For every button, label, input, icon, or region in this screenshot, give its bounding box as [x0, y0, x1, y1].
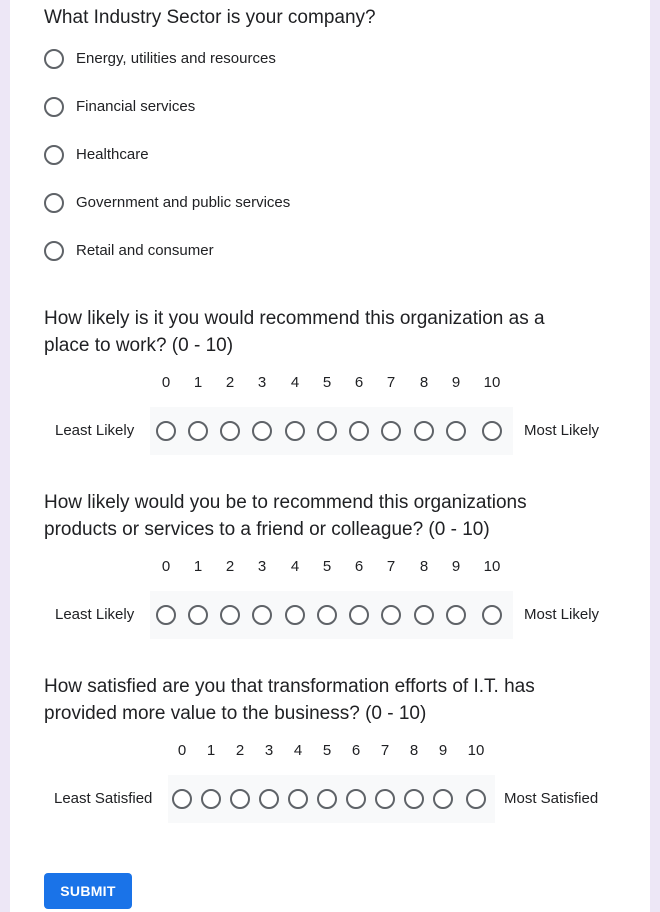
scale-number-2: 2: [235, 742, 245, 759]
scale-number-6: 6: [354, 558, 364, 575]
scale-high-label: Most Likely: [524, 606, 600, 623]
scale-radio-6[interactable]: [349, 605, 369, 625]
scale-radio-4[interactable]: [285, 605, 305, 625]
scale-number-8: 8: [409, 742, 419, 759]
title-line: products or services to a friend or colleague? (0 - 10): [44, 519, 490, 540]
scale-radio-8[interactable]: [414, 605, 434, 625]
scale-number-6: 6: [354, 374, 364, 391]
scale-high-label: Most Likely: [524, 422, 600, 439]
title-line: How likely would you be to recommend this organizations: [44, 492, 527, 513]
scale-number-8: 8: [419, 374, 429, 391]
scale-radio-10[interactable]: [466, 789, 486, 809]
scale-radio-4[interactable]: [288, 789, 308, 809]
scale-number-1: 1: [193, 374, 203, 391]
scale-radio-6[interactable]: [349, 421, 369, 441]
scale-radio-7[interactable]: [381, 421, 401, 441]
scale-low-label: Least Satisfied: [54, 790, 153, 807]
scale-number-1: 1: [206, 742, 216, 759]
scale-number-7: 7: [386, 558, 396, 575]
scale-number-5: 5: [322, 374, 332, 391]
scale-radio-1[interactable]: [188, 421, 208, 441]
scale-number-10: 10: [483, 374, 501, 391]
scale-number-3: 3: [264, 742, 274, 759]
question-it-satisfaction-title: [44, 673, 604, 727]
scale-number-2: 2: [225, 374, 235, 391]
scale-number-7: 7: [386, 374, 396, 391]
scale-high-label: Most Satisfied: [504, 790, 599, 807]
submit-button[interactable]: SUBMIT: [44, 873, 132, 909]
question-recommend-workplace-title: [44, 305, 604, 359]
scale-radio-1[interactable]: [201, 789, 221, 809]
scale-number-4: 4: [290, 374, 300, 391]
scale-radio-9[interactable]: [446, 421, 466, 441]
form-card: [10, 0, 650, 912]
radio-button[interactable]: [44, 97, 64, 117]
scale-low-label: Least Likely: [55, 606, 135, 623]
scale-radio-3[interactable]: [252, 605, 272, 625]
scale-number-0: 0: [177, 742, 187, 759]
scale-radio-7[interactable]: [381, 605, 401, 625]
scale-number-5: 5: [322, 742, 332, 759]
scale-radio-9[interactable]: [446, 605, 466, 625]
scale-radio-6[interactable]: [346, 789, 366, 809]
scale-low-label: Least Likely: [55, 422, 135, 439]
scale-radio-2[interactable]: [220, 421, 240, 441]
option-label: Energy, utilities and resources: [76, 50, 276, 67]
radio-button[interactable]: [44, 49, 64, 69]
scale-radio-5[interactable]: [317, 789, 337, 809]
scale-number-10: 10: [483, 558, 501, 575]
question-industry-title: What Industry Sector is your company?: [44, 7, 376, 28]
scale-radio-5[interactable]: [317, 421, 337, 441]
scale-number-3: 3: [257, 558, 267, 575]
scale-number-5: 5: [322, 558, 332, 575]
radio-button[interactable]: [44, 193, 64, 213]
option-label: Healthcare: [76, 146, 149, 163]
scale-number-4: 4: [293, 742, 303, 759]
title-line: place to work? (0 - 10): [44, 335, 234, 356]
radio-button[interactable]: [44, 241, 64, 261]
scale-number-9: 9: [451, 558, 461, 575]
scale-radio-0[interactable]: [156, 605, 176, 625]
scale-radio-1[interactable]: [188, 605, 208, 625]
scale-radio-4[interactable]: [285, 421, 305, 441]
option-label: Government and public services: [76, 194, 291, 211]
title-line: How likely is it you would recommend this organization as a: [44, 308, 545, 329]
scale-number-0: 0: [161, 558, 171, 575]
scale-number-2: 2: [225, 558, 235, 575]
title-line: How satisfied are you that transformation efforts of I.T. has: [44, 676, 535, 697]
scale-number-8: 8: [419, 558, 429, 575]
radio-button[interactable]: [44, 145, 64, 165]
scale-radio-10[interactable]: [482, 605, 502, 625]
scale-number-9: 9: [451, 374, 461, 391]
scale-number-1: 1: [193, 558, 203, 575]
scale-radio-3[interactable]: [259, 789, 279, 809]
scale-number-4: 4: [290, 558, 300, 575]
scale-number-0: 0: [161, 374, 171, 391]
scale-radio-5[interactable]: [317, 605, 337, 625]
scale-radio-7[interactable]: [375, 789, 395, 809]
question-recommend-products-title: [44, 489, 604, 543]
scale-number-3: 3: [257, 374, 267, 391]
option-label: Retail and consumer: [76, 242, 214, 259]
scale-radio-2[interactable]: [220, 605, 240, 625]
scale-radio-0[interactable]: [172, 789, 192, 809]
scale-radio-3[interactable]: [252, 421, 272, 441]
scale-radio-10[interactable]: [482, 421, 502, 441]
scale-radio-8[interactable]: [404, 789, 424, 809]
scale-number-6: 6: [351, 742, 361, 759]
scale-radio-0[interactable]: [156, 421, 176, 441]
title-line: provided more value to the business? (0 - 10): [44, 703, 427, 724]
scale-radio-9[interactable]: [433, 789, 453, 809]
option-label: Financial services: [76, 98, 196, 115]
scale-number-7: 7: [380, 742, 390, 759]
scale-radio-8[interactable]: [414, 421, 434, 441]
scale-number-9: 9: [438, 742, 448, 759]
scale-radio-2[interactable]: [230, 789, 250, 809]
scale-number-10: 10: [467, 742, 485, 759]
